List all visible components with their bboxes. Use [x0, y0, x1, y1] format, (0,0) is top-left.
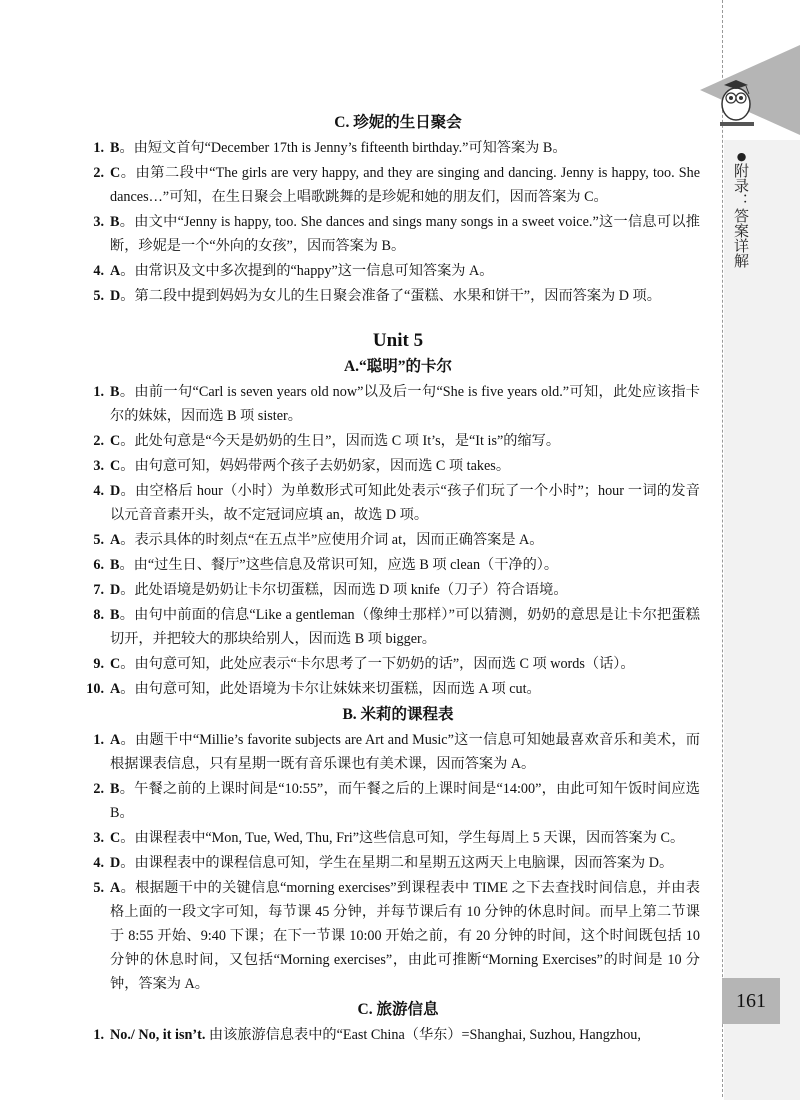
answer-item	[93, 259, 700, 283]
item-explanation: 。由课程表中“Mon, Tue, Wed, Thu, Fri”这些信息可知，学生每周上 5 天课，因而答案为 C。	[120, 830, 685, 846]
item-number: 3.	[93, 214, 104, 230]
item-answer: D	[110, 855, 121, 871]
item-answer: C	[110, 458, 121, 474]
item-number: 5.	[93, 288, 104, 304]
answer-item	[93, 161, 700, 209]
answer-item	[93, 851, 700, 875]
item-number: 4.	[93, 263, 104, 279]
answer-item	[93, 429, 700, 453]
owl-mascot-icon	[700, 40, 800, 140]
item-answer: D	[110, 483, 121, 499]
item-number: 7.	[93, 582, 104, 598]
bullet-dot-icon: ●	[735, 150, 748, 163]
item-number: 1.	[93, 732, 104, 748]
answer-item	[93, 380, 700, 428]
answer-item	[93, 728, 700, 776]
item-answer: A	[110, 263, 121, 279]
side-tab-background	[724, 140, 800, 1100]
item-answer: A	[110, 681, 121, 697]
item-explanation: 。由常识及文中多次提到的“happy”这一信息可知答案为 A。	[120, 263, 494, 279]
answer-item	[93, 578, 700, 602]
answer-item	[93, 1023, 700, 1047]
item-number: 4.	[93, 483, 104, 499]
side-label-text: 附录：答案详解	[732, 163, 750, 268]
unit-title: Unit 5	[372, 330, 424, 351]
answer-content	[86, 110, 700, 1048]
item-explanation: 。由短文首句“December 17th is Jenny’s fifteenth birthday.”可知答案为 B。	[119, 140, 567, 156]
item-explanation: 。表示具体的时刻点“在五点半”应使用介词 at，因而正确答案是 A。	[120, 532, 544, 548]
item-number: 1.	[93, 1027, 104, 1043]
item-number: 9.	[93, 656, 104, 672]
item-number: 3.	[93, 830, 104, 846]
section-travel-info	[93, 997, 700, 1047]
item-explanation: 。由课程表中的课程信息可知，学生在星期二和星期五这两天上电脑课，因而答案为 D。	[120, 855, 674, 871]
item-number: 2.	[93, 165, 104, 181]
answer-item	[93, 528, 700, 552]
side-dashed-line	[722, 0, 723, 1097]
item-answer: No./ No, it isn’t.	[110, 1027, 206, 1043]
item-explanation: 。由题干中“Millie’s favorite subjects are Art and Music”这一信息可知她最喜欢音乐和美术，而根据课表信息，只有星期一既有音乐课也有美术课，因而答案为 A。	[110, 732, 700, 772]
answer-item	[93, 284, 700, 308]
item-explanation: 。由前一句“Carl is seven years old now”以及后一句“She is five years old.”可知，此处应该指卡尔的妹妹，因而选 B 项 sister。	[110, 384, 700, 424]
item-number: 4.	[93, 855, 104, 871]
item-answer: D	[110, 582, 121, 598]
item-number: 2.	[93, 781, 104, 797]
item-explanation: 。由句意可知，此处语境为卡尔让妹妹来切蛋糕，因而选 A 项 cut。	[120, 681, 541, 697]
answer-item	[93, 210, 700, 258]
section-title: C. 珍妮的生日聚会	[334, 114, 462, 131]
item-number: 3.	[93, 458, 104, 474]
item-number: 1.	[93, 140, 104, 156]
item-number: 6.	[93, 557, 104, 573]
item-explanation: 由该旅游信息表中的“East China（华东）=Shanghai, Suzhou, Hangzhou,	[205, 1027, 641, 1043]
answer-item	[93, 826, 700, 850]
answer-item	[93, 479, 700, 527]
item-answer: A	[110, 532, 121, 548]
item-number: 5.	[93, 880, 104, 896]
answer-item	[93, 876, 700, 996]
item-number: 10.	[86, 681, 104, 697]
item-explanation: 。由文中“Jenny is happy, too. She dances and sings many songs in a sweet voice.”这一信息可以推断，珍妮是一个“外向的女孩”，因而答案为 B。	[110, 214, 700, 254]
item-explanation: 。此处语境是奶奶让卡尔切蛋糕，因而选 D 项 knife（刀子）符合语境。	[120, 582, 568, 598]
item-answer: C	[110, 433, 121, 449]
item-answer: B	[110, 384, 120, 400]
answer-item	[93, 652, 700, 676]
item-explanation: 。此处句意是“今天是奶奶的生日”，因而选 C 项 It’s，是“It is”的缩写。	[120, 433, 561, 449]
answer-item	[93, 553, 700, 577]
answer-item	[93, 603, 700, 651]
item-number: 2.	[93, 433, 104, 449]
appendix-side-label	[730, 150, 750, 268]
section-title: B. 米莉的课程表	[342, 706, 454, 723]
item-explanation: 。根据题干中的关键信息“morning exercises”到课程表中 TIME 之下去查找时间信息，并由表格上面的一段文字可知，每节课 45 分钟，并每节课后有 10 分钟的休息时间。而早上第二节课于 8:55 开始、9:40 下课；在下一节课 10:00 开始之前，有 20 分钟的时间，这个时间既包括 10 分钟的休息时间，又包括“Morning exercises”，由此可推断“Morning Exercises”的时间是 10 分钟，答案为 A。	[110, 880, 700, 992]
item-answer: B	[110, 214, 120, 230]
item-explanation: 。午餐之前的上课时间是“10:55”，而午餐之后的上课时间是“14:00”，由此可知午饭时间应选 B。	[110, 781, 700, 821]
section-title: A.“聪明”的卡尔	[343, 358, 453, 375]
answer-item	[93, 136, 700, 160]
item-explanation: 。由句意可知，妈妈带两个孩子去奶奶家，因而选 C 项 takes。	[120, 458, 511, 474]
item-number: 5.	[93, 532, 104, 548]
item-number: 8.	[93, 607, 104, 623]
item-answer: A	[110, 732, 121, 748]
answer-item	[93, 777, 700, 825]
answer-item	[93, 454, 700, 478]
item-answer: C	[110, 165, 121, 181]
item-number: 1.	[93, 384, 104, 400]
item-explanation: 。由句中前面的信息“Like a gentleman（像绅士那样）”可以猜测，奶奶的意思是让卡尔把蛋糕切开，并把较大的那块给别人，因而选 B 项 bigger。	[110, 607, 700, 647]
section-jenny-birthday	[93, 110, 700, 308]
item-answer: C	[110, 656, 121, 672]
item-explanation: 。由“过生日、餐厅”这些信息及常识可知，应选 B 项 clean（干净的）。	[119, 557, 559, 573]
item-explanation: 。第二段中提到妈妈为女儿的生日聚会准备了“蛋糕、水果和饼干”，因而答案为 D 项。	[120, 288, 661, 304]
item-explanation: 。由第二段中“The girls are very happy, and they are singing and dancing. Jenny is happy, too. She dances…”可知，在生日聚会上唱歌跳舞的是珍妮和她的朋友们，因而答案为 C。	[110, 165, 700, 205]
section-millie-schedule	[93, 702, 700, 996]
item-explanation: 。由句意可知，此处应表示“卡尔思考了一下奶奶的话”，因而选 C 项 words（话）。	[120, 656, 635, 672]
page-number: 161	[736, 990, 766, 1012]
section-clever-carl	[86, 328, 700, 701]
item-explanation: 。由空格后 hour（小时）为单数形式可知此处表示“孩子们玩了一个小时”；hour 一词的发音以元音音素开头，故不定冠词应填 an，故选 D 项。	[110, 483, 700, 523]
item-answer: B	[110, 607, 120, 623]
answer-item	[86, 677, 700, 701]
item-answer: C	[110, 830, 121, 846]
item-answer: B	[110, 557, 120, 573]
item-answer: B	[110, 140, 120, 156]
item-answer: B	[110, 781, 120, 797]
section-title: C. 旅游信息	[357, 1001, 439, 1018]
item-answer: D	[110, 288, 121, 304]
item-answer: A	[110, 880, 121, 896]
